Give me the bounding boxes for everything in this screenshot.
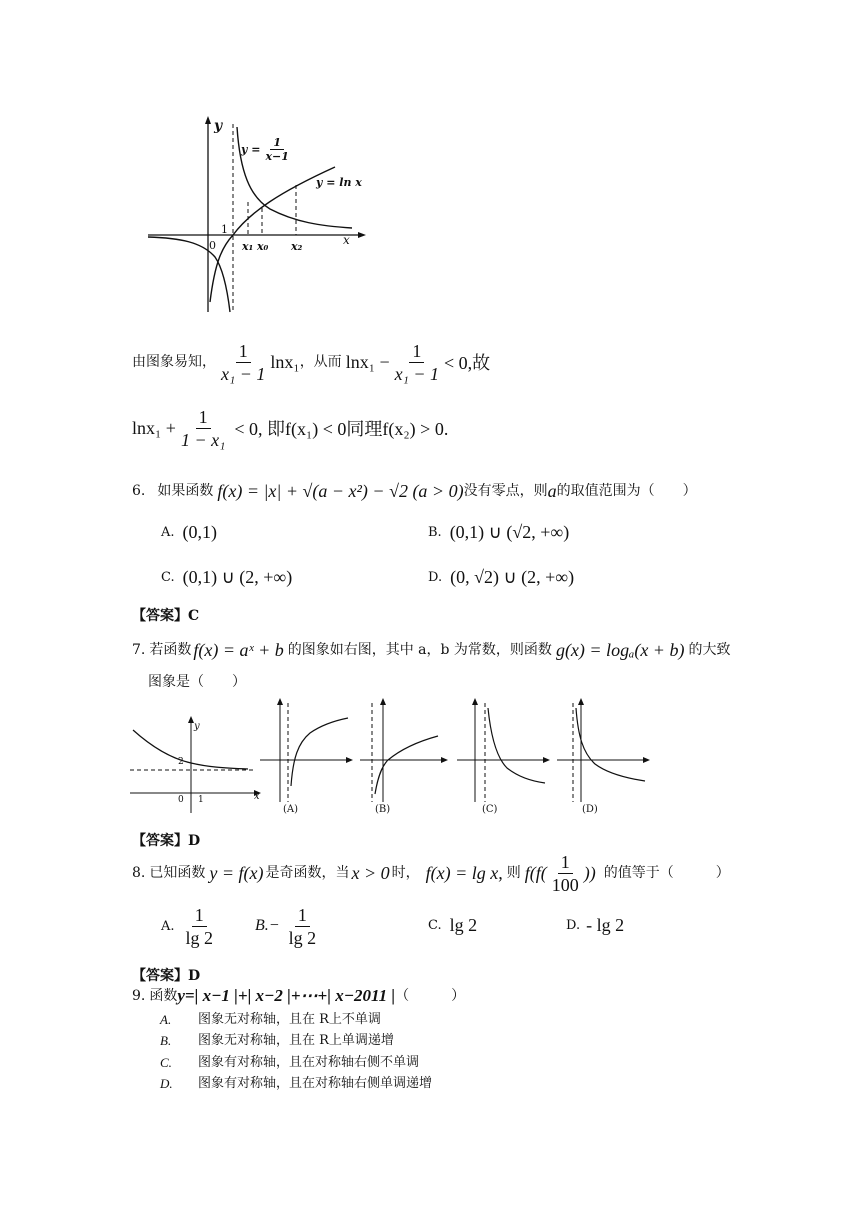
q8-cond: x > 0 [351, 862, 390, 883]
q6-var: a [547, 480, 557, 501]
q8-answer: 【答案】D [132, 968, 201, 984]
q7-given-two: 2 [178, 757, 184, 767]
q7-line2: 图象是（ ） [148, 674, 246, 690]
q8-option-a-num: 1 [192, 904, 207, 927]
q8-option-b-label: B.− [255, 917, 280, 934]
line1-mid: ，从而 [299, 354, 342, 370]
q7-stem: 若函数 [149, 642, 192, 658]
q8-expr-num: 1 [558, 851, 573, 874]
q9-option-c-label: C. [160, 1055, 172, 1070]
q8-mid3: 则 [506, 865, 521, 881]
line1-lnx: lnx₁ [270, 351, 300, 372]
curve1-label-den: x−1 [265, 150, 289, 163]
top-graph-x-label: x [343, 233, 350, 247]
q6-function: f(x) = |x| + √(a − x²) − √2 (a > 0) [217, 480, 464, 501]
q8-option-d-value: - lg 2 [586, 914, 625, 935]
question-8 [132, 850, 730, 896]
q9-option-d-text: 图象有对称轴，且在对称轴右侧单调递增 [198, 1076, 433, 1091]
q8-option-d-label: D. [566, 917, 581, 933]
q7-choice-d-label[interactable]: (D) [582, 804, 598, 815]
q6-tail: 没有零点，则 [463, 483, 548, 499]
q7-answer: 【答案】D [132, 833, 201, 849]
line1-tail: < 0,故 [444, 353, 491, 373]
top-graph-y-label: y [214, 118, 223, 134]
q6-option-c-label: C. [161, 569, 175, 585]
line2-frac-den: 1 − x₁ [180, 429, 226, 450]
q8-option-c[interactable] [428, 911, 477, 939]
line2-frac-num: 1 [196, 406, 211, 429]
q8-option-b[interactable] [255, 903, 321, 949]
q6-tail2: 的取值范围为（ ） [556, 483, 697, 499]
q7-mid: 的图象如右图，其中 a，b 为常数，则函数 [287, 642, 552, 658]
q8-mid2: 时， [391, 865, 420, 881]
q6-answer: 【答案】C [132, 608, 200, 624]
q7-choice-a-graph[interactable] [258, 698, 353, 803]
q8-expr-pre: f(f( [524, 862, 547, 883]
q8-tail: 的值等于（ ） [603, 865, 730, 881]
q6-option-a-label: A. [161, 524, 175, 540]
q9-stem: 函数 [149, 988, 178, 1004]
q7-choice-b-graph[interactable] [358, 698, 448, 803]
q9-option-a-text: 图象无对称轴，且在 R上不单调 [198, 1012, 381, 1027]
reasoning-line-1 [132, 338, 490, 386]
curve1-label [241, 136, 294, 163]
q6-option-b-value: (0,1) ∪ (√2, +∞) [449, 521, 570, 542]
q8-option-b-num: 1 [295, 904, 310, 927]
q8-option-c-value: lg 2 [449, 914, 478, 935]
q6-option-b[interactable] [428, 517, 569, 547]
q7-number: 7. [132, 642, 146, 658]
q9-tail: （ ） [395, 988, 466, 1004]
q9-option-b[interactable] [160, 1031, 394, 1051]
q6-stem: 如果函数 [157, 483, 214, 499]
q8-number: 8. [132, 865, 146, 881]
q8-mid: 是奇函数，当 [265, 865, 350, 881]
q8-option-a-label: A. [161, 918, 175, 934]
line1-prefix: 由图象易知， [132, 354, 216, 370]
x0-label: x₀ [257, 240, 269, 253]
q7-choice-c-graph[interactable] [455, 698, 550, 803]
q8-option-d[interactable] [566, 911, 624, 939]
question-6 [132, 477, 697, 505]
q8-option-b-den: lg 2 [288, 927, 317, 948]
q9-option-c-text: 图象有对称轴，且在对称轴右侧不单调 [198, 1055, 420, 1070]
q7-choice-b-label[interactable]: (B) [375, 804, 391, 815]
curve1-label-lhs: y = [241, 143, 261, 156]
question-7 [132, 636, 730, 664]
line2-tail: < 0, 即f(x₁) < 0同理f(x₂) > 0. [234, 419, 449, 439]
q9-function: y=| x−1 |+| x−2 |+⋯+| x−2011 | [177, 986, 396, 1005]
line1-frac2-den: x₁ − 1 [394, 363, 440, 384]
q6-option-c[interactable] [161, 562, 292, 592]
x1-label: x₁ [242, 240, 254, 253]
q6-option-d[interactable] [428, 562, 574, 592]
q6-option-b-label: B. [428, 524, 442, 540]
line1-frac-den: x₁ − 1 [221, 363, 266, 384]
q7-given-y: y [194, 721, 200, 732]
q8-function: y = f(x) [209, 862, 264, 883]
line1-frac-num: 1 [236, 340, 251, 363]
q8-expr-post: )) [583, 862, 596, 883]
q7-given-x: x [254, 791, 260, 802]
q9-option-b-text: 图象无对称轴，且在 R上单调递增 [198, 1033, 394, 1048]
question-9 [132, 984, 465, 1008]
curve2-label: y = ln x [316, 176, 362, 189]
q7-function2: g(x) = logₐ(x + b) [555, 639, 685, 660]
q6-number: 6. [132, 483, 146, 499]
q6-option-d-label: D. [428, 569, 443, 585]
q6-option-c-value: (0,1) ∪ (2, +∞) [182, 566, 293, 587]
q8-function2: f(x) = lg x, [425, 862, 503, 883]
q7-choice-d-graph[interactable] [555, 698, 650, 803]
q8-option-c-label: C. [428, 917, 442, 933]
q9-number: 9. [132, 988, 146, 1004]
curve1-label-num: 1 [270, 136, 284, 150]
top-graph-one: 1 [221, 223, 228, 236]
top-graph-origin: 0 [209, 239, 216, 252]
q9-option-c[interactable] [160, 1053, 419, 1073]
q9-option-d[interactable] [160, 1074, 432, 1094]
q7-choice-c-label[interactable]: (C) [482, 804, 498, 815]
q6-option-a-value: (0,1) [182, 521, 218, 542]
q8-option-a[interactable] [161, 903, 218, 949]
q9-option-a-label: A. [160, 1012, 172, 1027]
q8-option-a-den: lg 2 [185, 927, 214, 948]
q7-tail: 的大致 [688, 642, 731, 658]
q8-stem: 已知函数 [149, 865, 206, 881]
line1-frac2-num: 1 [409, 340, 424, 363]
q9-option-b-label: B. [160, 1033, 172, 1048]
reasoning-line-2 [132, 404, 448, 452]
line2-lnx: lnx₁ + [132, 417, 176, 438]
q9-option-d-label: D. [160, 1076, 173, 1091]
q7-given-zero: 0 [178, 795, 184, 805]
q9-option-a[interactable] [160, 1010, 381, 1030]
q6-option-a[interactable] [161, 517, 217, 547]
q7-given-one: 1 [198, 795, 204, 805]
q7-function: f(x) = aˣ + b [193, 639, 284, 660]
q6-option-d-value: (0, √2) ∪ (2, +∞) [450, 566, 575, 587]
x2-label: x₂ [291, 240, 303, 253]
q7-choice-a-label[interactable]: (A) [283, 804, 299, 815]
line1-lnx2: lnx₁ − [345, 351, 390, 372]
q8-expr-den: 100 [551, 874, 579, 895]
